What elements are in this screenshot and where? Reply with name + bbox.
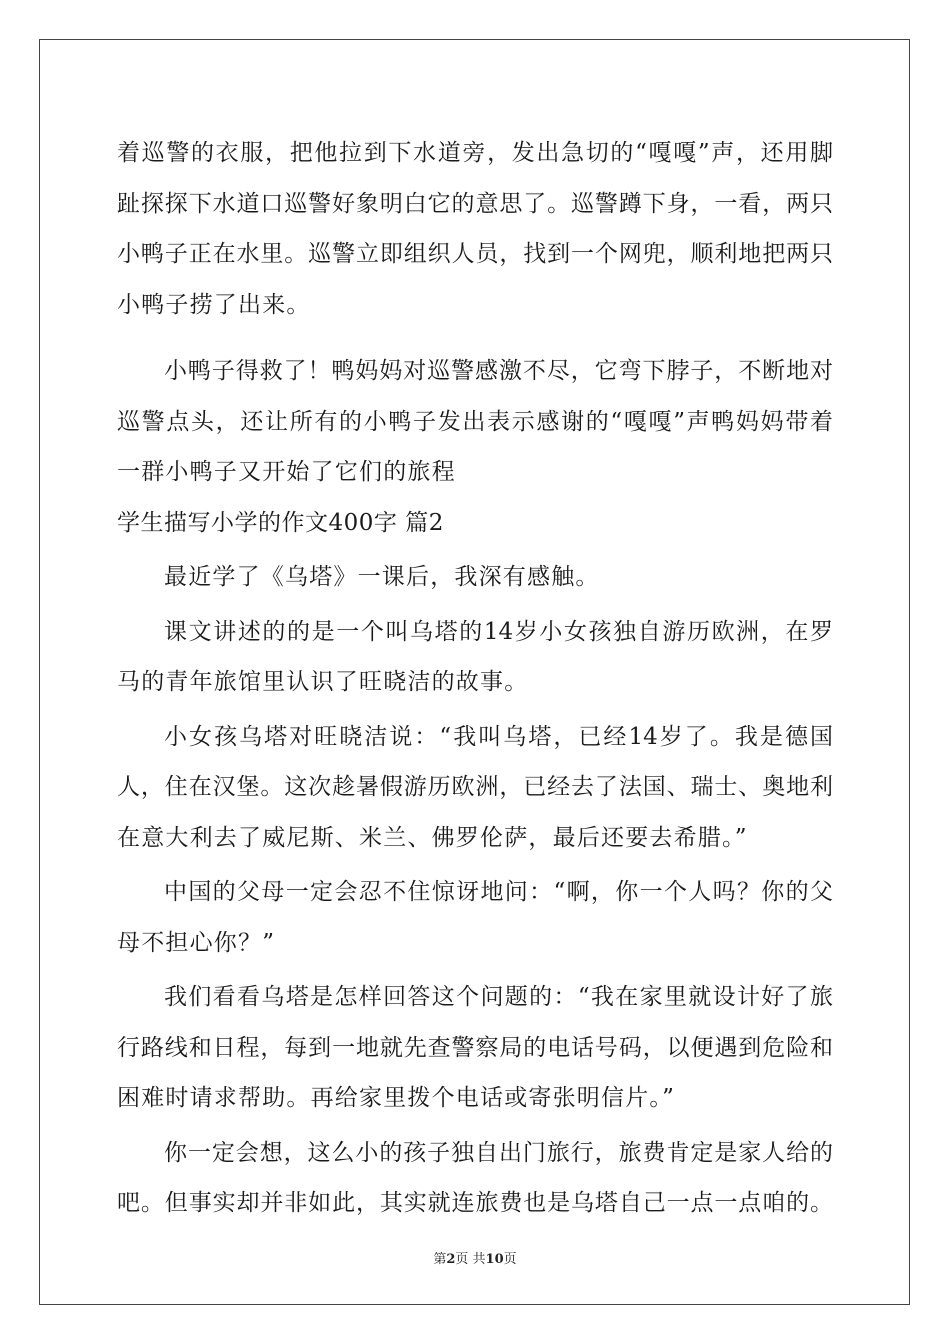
text-line: 一群小鸭子又开始了它们的旅程 bbox=[117, 459, 456, 485]
text-line: 困难时请求帮助。再给家里拨个电话或寄张明信片。” bbox=[117, 1085, 676, 1111]
text-line: 马的青年旅馆里认识了旺晓洁的故事。 bbox=[117, 669, 529, 695]
text-line: 母不担心你？” bbox=[117, 929, 276, 956]
text-line: 我们看看乌塔是怎样回答这个问题的：“我在家里就设计好了旅 bbox=[164, 984, 833, 1010]
paragraph bbox=[117, 867, 833, 968]
paragraph bbox=[117, 128, 833, 330]
section-heading bbox=[117, 498, 833, 549]
page-prefix: 第 bbox=[433, 1252, 447, 1267]
text-line: 在意大利去了威尼斯、米兰、佛罗伦萨，最后还要去希腊。” bbox=[117, 824, 748, 851]
page-suffix: 页 bbox=[503, 1252, 517, 1267]
heading-text: 学生描写小学的作文400字 篇2 bbox=[117, 509, 444, 536]
text-line: 最近学了《乌塔》一课后，我深有感触。 bbox=[164, 564, 600, 590]
text-line: 人，住在汉堡。这次趁暑假游历欧洲，已经去了法国、瑞士、奥地利 bbox=[117, 774, 833, 800]
paragraph bbox=[117, 607, 833, 708]
current-page-number: 2 bbox=[446, 1252, 456, 1267]
text-line: 小鸭子正在水里。巡警立即组织人员，找到一个网兜，顺利地把两只 bbox=[117, 241, 833, 267]
text-line: 行路线和日程，每到一地就先查警察局的电话号码，以便遇到危险和 bbox=[117, 1034, 833, 1061]
paragraph bbox=[117, 1128, 833, 1229]
text-line: 巡警点头，还让所有的小鸭子发出表示感谢的“嘎嘎”声鸭妈妈带着 bbox=[117, 408, 833, 435]
text-line: 吧。但事实却并非如此，其实就连旅费也是乌塔自己一点一点咱的。 bbox=[117, 1190, 833, 1216]
text-line: 着巡警的衣服，把他拉到下水道旁，发出急切的“嘎嘎”声，还用脚 bbox=[117, 140, 833, 166]
text-line: 你一定会想，这么小的孩子独自出门旅行，旅费肯定是家人给的 bbox=[164, 1139, 833, 1166]
text-line: 小鸭子得救了！鸭妈妈对巡警感激不尽，它弯下脖子，不断地对 bbox=[164, 358, 833, 384]
paragraph bbox=[117, 972, 833, 1124]
paragraph bbox=[117, 552, 833, 603]
paragraph bbox=[117, 346, 833, 498]
total-page-number: 10 bbox=[485, 1252, 504, 1267]
text-line: 课文讲述的的是一个叫乌塔的14岁小女孩独自游历欧洲，在罗 bbox=[164, 618, 833, 645]
text-line: 中国的父母一定会忍不住惊讶地问：“啊，你一个人吗？你的父 bbox=[164, 879, 833, 905]
document-body bbox=[117, 128, 833, 1229]
page-mid: 页 共 bbox=[455, 1252, 486, 1267]
text-line: 小女孩乌塔对旺晓洁说：“我叫乌塔，已经14岁了。我是德国 bbox=[164, 723, 833, 750]
text-line: 小鸭子捞了出来。 bbox=[117, 291, 311, 318]
paragraph bbox=[117, 712, 833, 864]
page-footer bbox=[0, 1248, 950, 1267]
text-line: 趾探探下水道口巡警好象明白它的意思了。巡警蹲下身，一看，两只 bbox=[117, 190, 833, 217]
